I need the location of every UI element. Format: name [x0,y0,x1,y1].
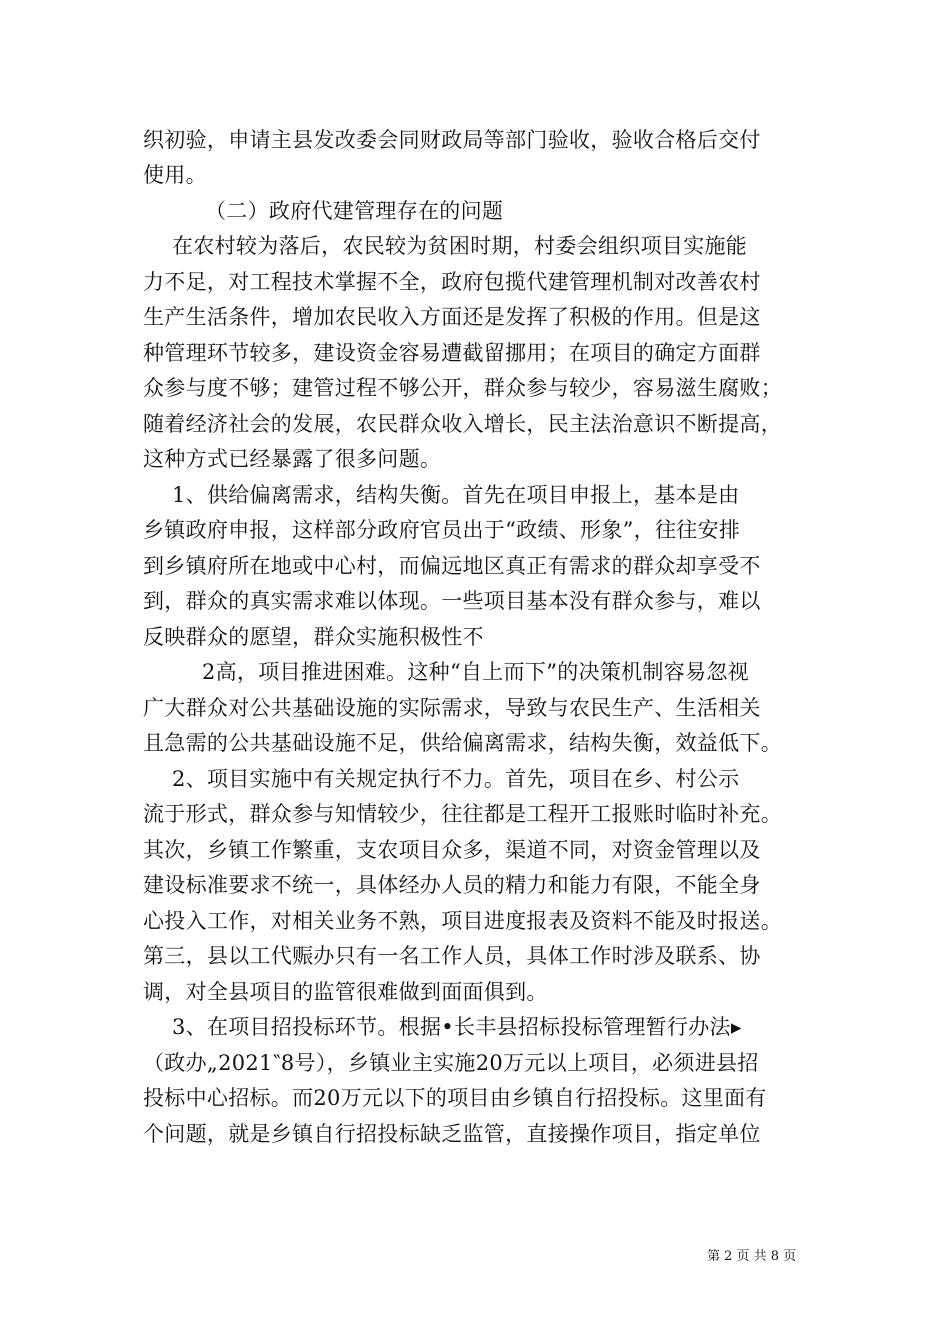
text-line: （政办„2021‶8号），乡镇业主实施20万元以上项目，必须进县招 [143,1051,759,1075]
text-line: 反映群众的愿望，群众实施积极性不 [143,625,484,649]
text-line: 织初验，申请主县发改委会同财政局等部门验收，验收合格后交付 [143,128,761,152]
text-line: 在农村较为落后，农民较为贫困时期，村委会组织项目实施能 [172,234,748,258]
text-line: 随着经济社会的发展，农民群众收入增长，民主法治意识不断提高， [143,412,782,436]
text-line: 3、在项目招投标环节。根据•长丰县招标投标管理暂行办法▸ [172,1015,742,1039]
text-line: 投标中心招标。而20万元以下的项目由乡镇自行招投标。这里面有 [143,1086,767,1110]
text-line: 建设标准要求不统一，具体经办人员的精力和能力有限，不能全身 [143,873,761,897]
text-line: 其次，乡镇工作繁重，支农项目众多，渠道不同，对资金管理以及 [143,838,761,862]
text-line: 1、供给偏离需求，结构失衡。首先在项目申报上，基本是由 [172,483,740,507]
text-line: 流于形式，群众参与知情较少，往往都是工程开工报账时临时补充。 [143,802,782,826]
text-line: 调，对全县项目的监管很难做到面面俱到。 [143,980,548,1004]
text-line: 个问题，就是乡镇自行招投标缺乏监管，直接操作项目，指定单位 [143,1122,761,1146]
text-line: 第三，县以工代赈办只有一名工作人员，具体工作时涉及联系、协 [143,944,761,968]
text-line: 这种方式已经暴露了很多问题。 [143,447,442,471]
text-line: 众参与度不够；建管过程不够公开，群众参与较少，容易滋生腐败； [143,376,782,400]
text-line: 使用。 [143,163,207,187]
text-line: 广大群众对公共基础设施的实际需求，导致与农民生产、生活相关 [143,696,761,720]
text-line: 力不足，对工程技术掌握不全，政府包揽代建管理机制对改善农村 [143,270,761,294]
text-line: 2、项目实施中有关规定执行不力。首先，项目在乡、村公示 [172,767,740,791]
page-number: 第 2 页 共 8 页 [707,1249,797,1264]
text-line: 乡镇政府申报，这样部分政府官员出于“政绩、形象”，往往安排 [143,518,741,542]
text-line: 生产生活条件，增加农民收入方面还是发挥了积极的作用。但是这 [143,305,761,329]
text-line: 到乡镇府所在地或中心村，而偏远地区真正有需求的群众却享受不 [143,554,761,578]
text-line: 到，群众的真实需求难以体现。一些项目基本没有群众参与，难以 [143,589,761,613]
text-line: 种管理环节较多，建设资金容易遭截留挪用；在项目的确定方面群 [143,341,761,365]
text-line: 心投入工作，对相关业务不熟，项目进度报表及资料不能及时报送。 [143,909,782,933]
text-line: 2高，项目推进困难。这种“自上而下”的决策机制容易忽视 [202,660,749,684]
text-line: 且急需的公共基础设施不足，供给偏离需求，结构失衡，效益低下。 [143,731,782,755]
section-heading: （二）政府代建管理存在的问题 [205,199,504,223]
